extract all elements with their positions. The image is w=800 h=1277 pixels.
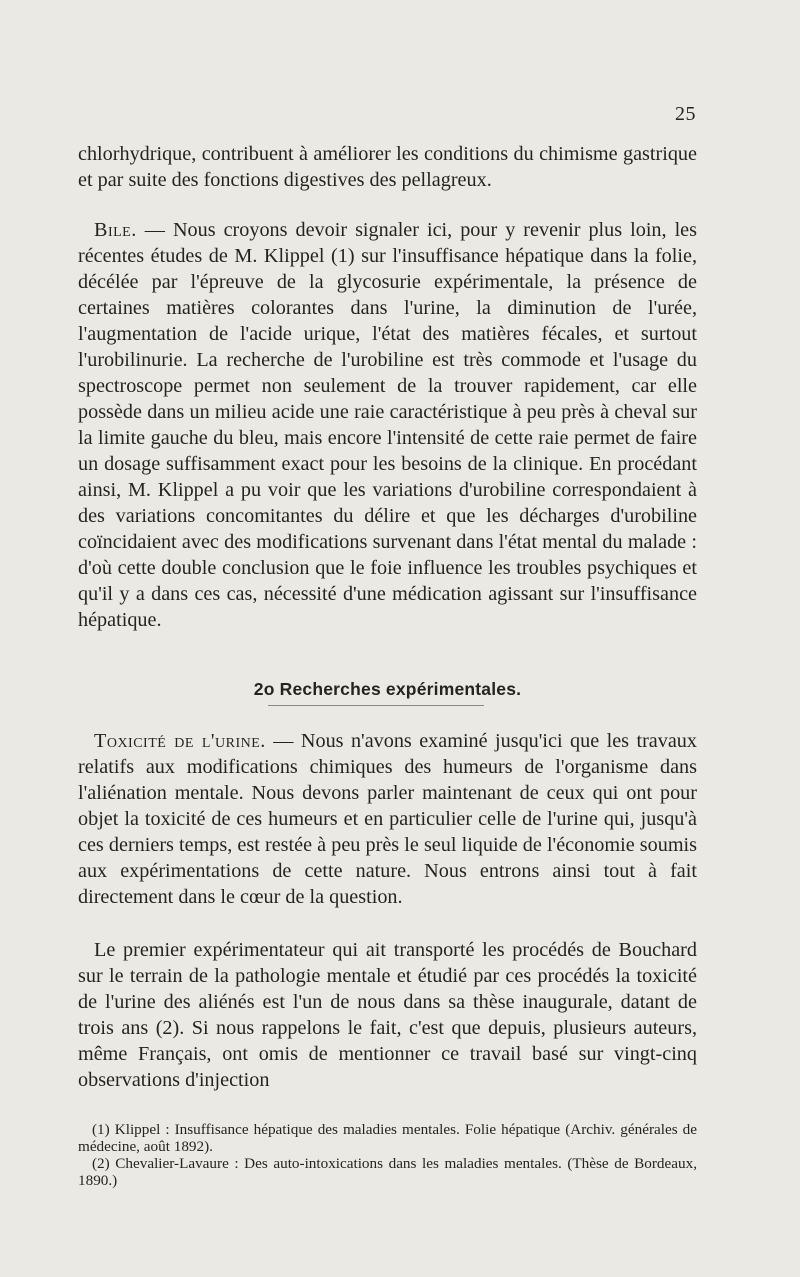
- paragraph-toxicite: [78, 728, 697, 910]
- bile-heading: Bile.: [94, 219, 137, 241]
- bile-body: — Nous croyons devoir signaler ici, pour y revenir plus loin, les récentes études de M. Klippel (1) sur l'insuffisance hépatique dans la folie, décélée par l'épreuve de la glycosurie expérimentale, la présence de certaines matières colorantes dans l'urine, la diminution de l'urée, l'augmentation de l'acide urique, l'état des matières fécales, et surtout l'urobilinurie. La recherche de l'urobiline est très commode et l'usage du spectroscope permet non seulement de la trouver rapidement, car elle possède dans un milieu acide une raie caractéristique à peu près à cheval sur la limite gauche du bleu, mais encore l'intensité de cette raie permet de faire un dosage suffisamment exact pour les besoins de la clinique. En procédant ainsi, M. Klippel a pu voir que les variations d'urobiline correspondaient à des variations concomitantes du délire et que les décharges d'urobiline coïncidaient avec des modifications survenant dans l'état mental du malade : d'où cette double conclusion que le foie influence les troubles psychiques et qu'il y a dans ces cas, nécessité d'une médication agissant sur l'insuffisance hépatique.: [78, 219, 697, 631]
- toxicite-body: — Nous n'avons examiné jusqu'ici que les travaux relatifs aux modifications chimiques des humeurs de l'organisme dans l'aliénation mentale. Nous devons parler maintenant de ceux qui ont pour objet la toxicité de ces humeurs et en particulier celle de l'urine qui, jusqu'à ces derniers temps, est restée à peu près le seul liquide de l'économie soumis aux expérimentations de cette nature. Nous entrons ainsi tout à fait directement dans le cœur de la question.: [78, 730, 697, 908]
- paragraph-intro: [78, 141, 697, 193]
- paragraph-premier: [78, 937, 697, 1093]
- section-title: 2o Recherches expérimentales.: [253, 679, 522, 699]
- paragraph-toxicite-text: [78, 728, 697, 910]
- section-divider: [268, 705, 484, 706]
- paragraph-intro-text: chlorhydrique, contribuent à améliorer les conditions du chimisme gastrique et par suite des fonctions digestives des pellagreux.: [78, 143, 697, 191]
- footnote-1: (1) Klippel : Insuffisance hépatique des maladies mentales. Folie hépatique (Archiv. générales de médecine, août 1892).: [78, 1121, 697, 1155]
- paragraph-bile-text: [78, 217, 697, 633]
- toxicite-heading: Toxicité de l'urine.: [94, 730, 266, 752]
- page-number: 25: [675, 103, 696, 125]
- footnote-2: (2) Chevalier-Lavaure : Des auto-intoxications dans les maladies mentales. (Thèse de Bordeaux, 1890.): [78, 1155, 697, 1189]
- footnotes: [78, 1121, 697, 1189]
- paragraph-premier-text: Le premier expérimentateur qui ait transporté les procédés de Bouchard sur le terrain de la pathologie mentale et étudié par ces procédés la toxicité de l'urine des aliénés est l'un de nous dans sa thèse inaugurale, datant de trois ans (2). Si nous rappelons le fait, c'est que depuis, plusieurs auteurs, même Français, ont omis de mentionner ce travail basé sur vingt-cinq observations d'injection: [78, 939, 697, 1091]
- paragraph-bile: [78, 217, 697, 633]
